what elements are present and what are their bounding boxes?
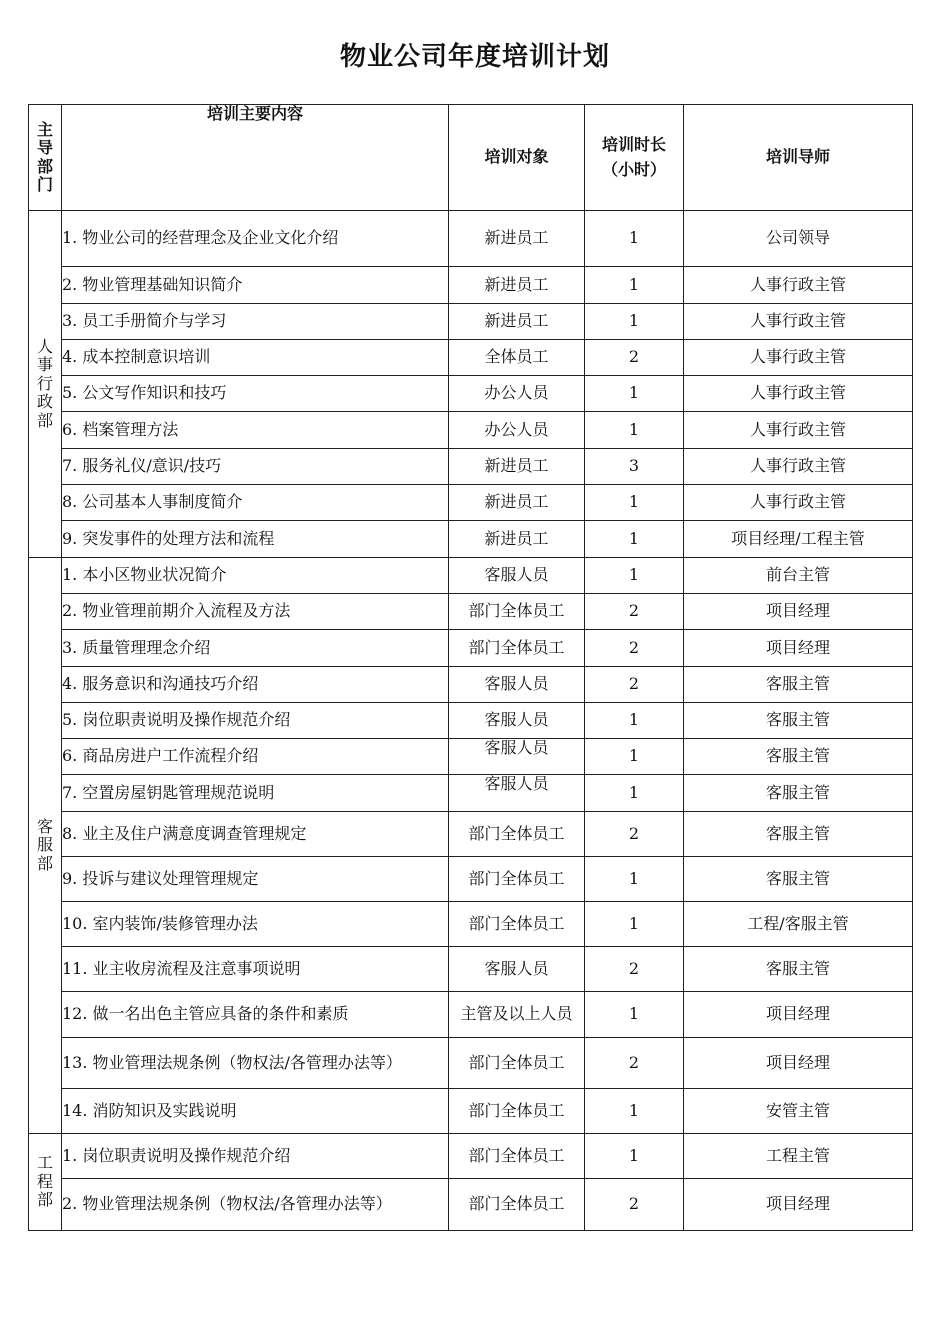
trainer-cell: 客服主管 — [684, 703, 913, 739]
content-cell: 2. 物业管理前期介入流程及方法 — [62, 594, 449, 630]
table-row — [29, 304, 913, 340]
table-row — [29, 211, 913, 267]
target-cell: 部门全体员工 — [449, 594, 585, 630]
target-cell: 主管及以上人员 — [449, 992, 585, 1038]
target-cell: 新进员工 — [449, 211, 585, 267]
trainer-cell: 项目经理/工程主管 — [684, 521, 913, 558]
trainer-cell: 人事行政主管 — [684, 449, 913, 485]
hours-cell: 2 — [585, 667, 684, 703]
table-row — [29, 412, 913, 449]
trainer-cell: 客服主管 — [684, 739, 913, 775]
target-cell: 客服人员 — [449, 947, 585, 992]
hours-cell: 1 — [585, 558, 684, 594]
department-engineering: 工 程 部 — [29, 1134, 62, 1231]
target-cell: 办公人员 — [449, 412, 585, 449]
hours-cell: 1 — [585, 211, 684, 267]
trainer-cell: 人事行政主管 — [684, 376, 913, 412]
trainer-cell: 客服主管 — [684, 775, 913, 812]
trainer-cell: 项目经理 — [684, 1179, 913, 1231]
trainer-cell: 工程主管 — [684, 1134, 913, 1179]
target-cell: 新进员工 — [449, 304, 585, 340]
content-cell: 1. 本小区物业状况简介 — [62, 558, 449, 594]
table-row — [29, 594, 913, 630]
content-cell: 7. 服务礼仪/意识/技巧 — [62, 449, 449, 485]
content-cell: 14. 消防知识及实践说明 — [62, 1089, 449, 1134]
target-cell: 部门全体员工 — [449, 857, 585, 902]
target-cell: 新进员工 — [449, 449, 585, 485]
table-row — [29, 947, 913, 992]
content-cell: 5. 公文写作知识和技巧 — [62, 376, 449, 412]
table-row — [29, 1179, 913, 1231]
trainer-cell: 项目经理 — [684, 1038, 913, 1089]
hours-cell: 1 — [585, 304, 684, 340]
header-content: 培训主要内容 — [62, 105, 449, 211]
content-cell: 9. 投诉与建议处理管理规定 — [62, 857, 449, 902]
target-cell: 客服人员 — [449, 703, 585, 739]
trainer-cell: 人事行政主管 — [684, 304, 913, 340]
target-cell: 部门全体员工 — [449, 1179, 585, 1231]
hours-cell: 2 — [585, 1179, 684, 1231]
table-row — [29, 267, 913, 304]
trainer-cell: 客服主管 — [684, 812, 913, 857]
content-cell: 12. 做一名出色主管应具备的条件和素质 — [62, 992, 449, 1038]
hours-cell: 1 — [585, 857, 684, 902]
trainer-cell: 工程/客服主管 — [684, 902, 913, 947]
hours-cell: 2 — [585, 812, 684, 857]
target-cell: 客服人员 — [449, 667, 585, 703]
trainer-cell: 项目经理 — [684, 594, 913, 630]
target-cell: 部门全体员工 — [449, 1089, 585, 1134]
hours-cell: 1 — [585, 412, 684, 449]
hours-cell: 1 — [585, 267, 684, 304]
table-row — [29, 376, 913, 412]
target-cell: 全体员工 — [449, 340, 585, 376]
content-cell: 2. 物业管理法规条例（物权法/各管理办法等） — [62, 1179, 449, 1231]
table-row — [29, 521, 913, 558]
content-cell: 2. 物业管理基础知识简介 — [62, 267, 449, 304]
hours-cell: 2 — [585, 947, 684, 992]
table-row — [29, 1089, 913, 1134]
table-row — [29, 1038, 913, 1089]
content-cell: 8. 业主及住户满意度调查管理规定 — [62, 812, 449, 857]
content-cell: 6. 商品房进户工作流程介绍 — [62, 739, 449, 775]
header-target: 培训对象 — [449, 105, 585, 211]
table-row — [29, 558, 913, 594]
hours-cell: 1 — [585, 775, 684, 812]
department-hr: 人 事 行 政 部 — [29, 211, 62, 558]
table-row — [29, 992, 913, 1038]
content-cell: 6. 档案管理方法 — [62, 412, 449, 449]
hours-cell: 1 — [585, 1134, 684, 1179]
hours-cell: 1 — [585, 703, 684, 739]
hours-cell: 1 — [585, 521, 684, 558]
trainer-cell: 客服主管 — [684, 947, 913, 992]
trainer-cell: 项目经理 — [684, 630, 913, 667]
content-cell: 13. 物业管理法规条例（物权法/各管理办法等） — [62, 1038, 449, 1089]
content-cell: 1. 物业公司的经营理念及企业文化介绍 — [62, 211, 449, 267]
hours-cell: 2 — [585, 1038, 684, 1089]
target-cell: 新进员工 — [449, 521, 585, 558]
content-cell: 4. 成本控制意识培训 — [62, 340, 449, 376]
trainer-cell: 前台主管 — [684, 558, 913, 594]
trainer-cell: 项目经理 — [684, 992, 913, 1038]
trainer-cell: 人事行政主管 — [684, 340, 913, 376]
target-cell: 客服人员 — [449, 739, 585, 775]
table-row — [29, 340, 913, 376]
header-department: 主 导 部 门 — [29, 105, 62, 211]
department-customer-service: 客 服 部 — [29, 558, 62, 1134]
hours-cell: 1 — [585, 739, 684, 775]
hours-cell: 1 — [585, 902, 684, 947]
hours-cell: 1 — [585, 992, 684, 1038]
hours-cell: 2 — [585, 630, 684, 667]
hours-cell: 1 — [585, 1089, 684, 1134]
target-cell: 客服人员 — [449, 558, 585, 594]
target-cell: 部门全体员工 — [449, 630, 585, 667]
target-cell: 部门全体员工 — [449, 812, 585, 857]
table-row — [29, 1134, 913, 1179]
hours-cell: 3 — [585, 449, 684, 485]
content-cell: 4. 服务意识和沟通技巧介绍 — [62, 667, 449, 703]
table-row — [29, 703, 913, 739]
trainer-cell: 客服主管 — [684, 857, 913, 902]
target-cell: 新进员工 — [449, 267, 585, 304]
trainer-cell: 人事行政主管 — [684, 267, 913, 304]
trainer-cell: 安管主管 — [684, 1089, 913, 1134]
content-cell: 10. 室内装饰/装修管理办法 — [62, 902, 449, 947]
table-row — [29, 667, 913, 703]
table-row — [29, 630, 913, 667]
header-trainer: 培训导师 — [684, 105, 913, 211]
trainer-cell: 人事行政主管 — [684, 485, 913, 521]
hours-cell: 1 — [585, 485, 684, 521]
target-cell: 部门全体员工 — [449, 1038, 585, 1089]
training-plan-table — [28, 104, 913, 1231]
table-row — [29, 857, 913, 902]
content-cell: 3. 质量管理理念介绍 — [62, 630, 449, 667]
table-row — [29, 775, 913, 812]
hours-cell: 1 — [585, 376, 684, 412]
trainer-cell: 公司领导 — [684, 211, 913, 267]
content-cell: 3. 员工手册简介与学习 — [62, 304, 449, 340]
content-cell: 1. 岗位职责说明及操作规范介绍 — [62, 1134, 449, 1179]
content-cell: 11. 业主收房流程及注意事项说明 — [62, 947, 449, 992]
table-row — [29, 449, 913, 485]
target-cell: 办公人员 — [449, 376, 585, 412]
hours-cell: 2 — [585, 594, 684, 630]
header-row — [29, 105, 913, 211]
trainer-cell: 客服主管 — [684, 667, 913, 703]
hours-cell: 2 — [585, 340, 684, 376]
page-title: 物业公司年度培训计划 — [339, 42, 610, 72]
trainer-cell: 人事行政主管 — [684, 412, 913, 449]
table-row — [29, 739, 913, 775]
table-row — [29, 902, 913, 947]
target-cell: 部门全体员工 — [449, 1134, 585, 1179]
target-cell: 新进员工 — [449, 485, 585, 521]
content-cell: 9. 突发事件的处理方法和流程 — [62, 521, 449, 558]
target-cell: 客服人员 — [449, 775, 585, 812]
table-row — [29, 485, 913, 521]
target-cell: 部门全体员工 — [449, 902, 585, 947]
content-cell: 7. 空置房屋钥匙管理规范说明 — [62, 775, 449, 812]
content-cell: 5. 岗位职责说明及操作规范介绍 — [62, 703, 449, 739]
content-cell: 8. 公司基本人事制度简介 — [62, 485, 449, 521]
table-row — [29, 812, 913, 857]
header-hours: 培训时长 （小时） — [585, 105, 684, 211]
